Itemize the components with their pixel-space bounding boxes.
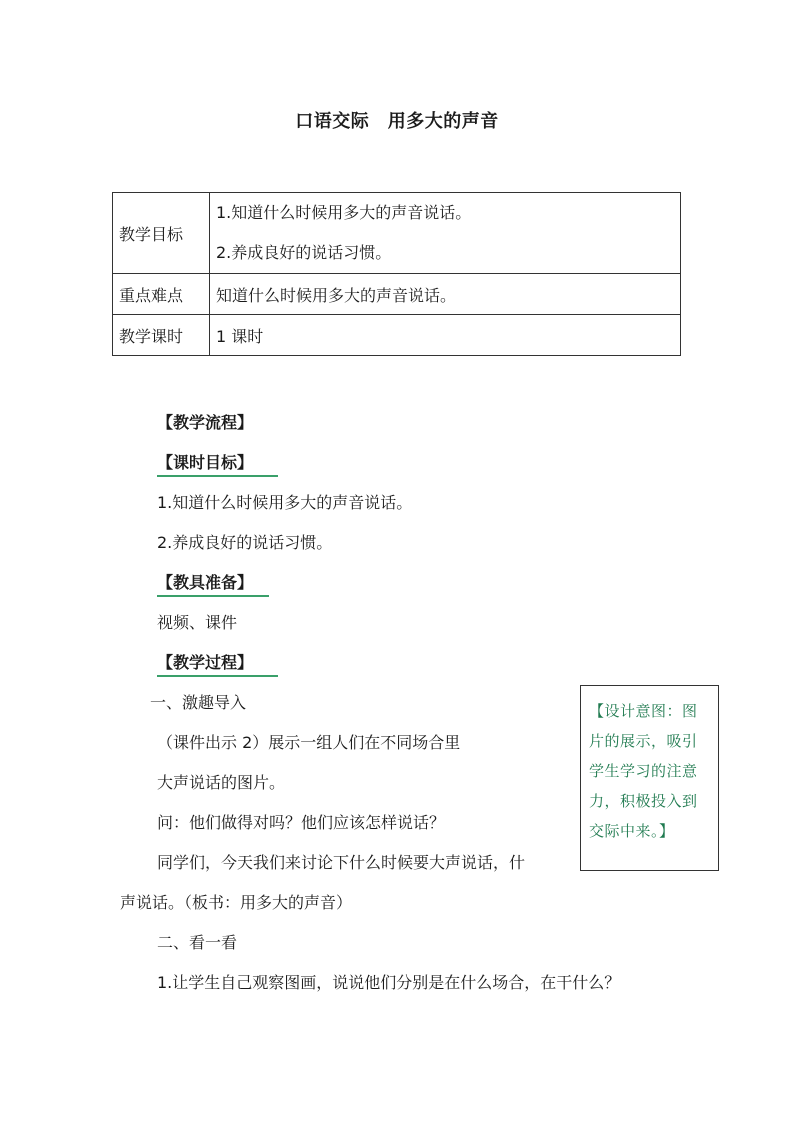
paragraph-line: 问：他们做得对吗？他们应该怎样说话？ (157, 813, 446, 832)
row-value: 1 课时 (210, 315, 681, 356)
paragraph-line: （课件出示 2）展示一组人们在不同场合里 (157, 733, 461, 752)
row-label: 重点难点 (113, 274, 210, 315)
section-heading-objectives: 【课时目标】 (157, 450, 278, 477)
section-heading-process: 【教学过程】 (157, 650, 278, 677)
lesson-info-table (112, 192, 681, 356)
objective-line: 1.知道什么时候用多大的声音说话。 (157, 493, 413, 512)
step-heading: 一、激趣导入 (150, 693, 247, 712)
table-row (113, 315, 681, 356)
tools-text: 视频、课件 (157, 613, 238, 632)
paragraph-line: 同学们，今天我们来讨论下什么时候要大声说话，什 (157, 853, 526, 872)
row-value: 知道什么时候用多大的声音说话。 (210, 274, 681, 315)
section-heading-tools: 【教具准备】 (157, 570, 269, 597)
table-row (113, 274, 681, 315)
section-heading-flow: 【教学流程】 (157, 413, 254, 432)
paragraph-line: 1.让学生自己观察图画，说说他们分别是在什么场合，在干什么？ (157, 973, 621, 992)
goal-line: 1.知道什么时候用多大的声音说话。 (216, 203, 472, 222)
row-label: 教学目标 (113, 193, 210, 274)
table-row (113, 193, 681, 274)
row-value (210, 193, 681, 274)
objective-line: 2.养成良好的说话习惯。 (157, 533, 333, 552)
document-title: 口语交际 用多大的声音 (295, 111, 499, 132)
step-heading: 二、看一看 (157, 933, 238, 952)
paragraph-line: 声说话。（板书：用多大的声音） (120, 893, 353, 912)
row-label: 教学课时 (113, 315, 210, 356)
design-intent-note: 【设计意图：图片的展示，吸引学生学习的注意力，积极投入到交际中来。】 (580, 685, 719, 871)
paragraph-line: 大声说话的图片。 (157, 773, 286, 792)
goal-line: 2.养成良好的说话习惯。 (216, 243, 392, 262)
